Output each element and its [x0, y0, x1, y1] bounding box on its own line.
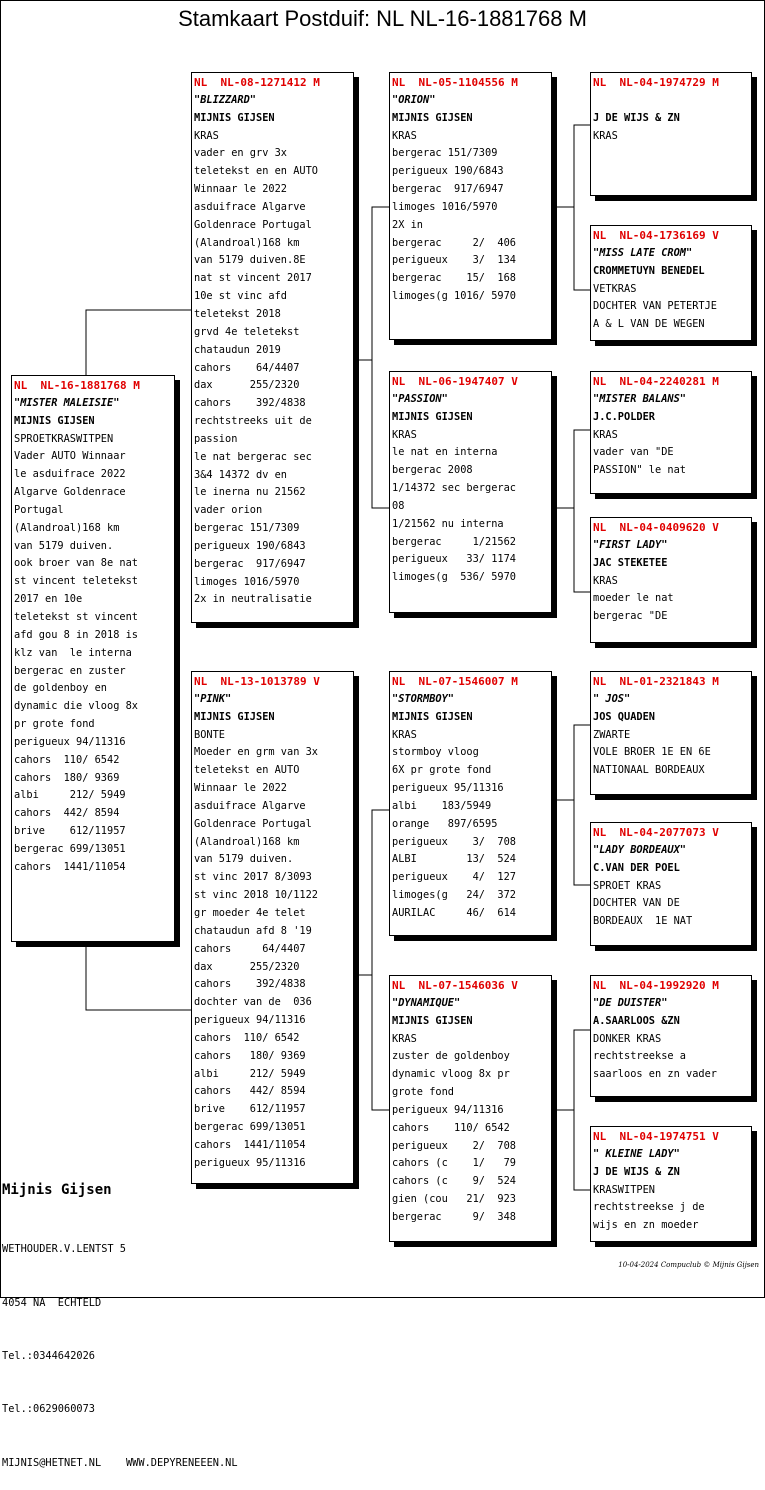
breeder-email-web: MIJNIS@HETNET.NL WWW.DEPYRENEEEN.NL [2, 1456, 238, 1469]
info-line: KRAS [392, 728, 417, 741]
pigeon-card-subject[interactable] [11, 375, 175, 942]
info-line: perigueux 190/6843 [194, 539, 306, 552]
info-line: le nat en interna [392, 446, 498, 459]
pigeon-name: "PINK" [194, 692, 232, 705]
info-line: teletekst 2018 [194, 307, 281, 320]
info-line: dax 255/2320 [194, 960, 300, 973]
info-line: limoges(g 1016/ 5970 [392, 290, 516, 303]
info-line: rechtstreekse a [593, 1050, 686, 1063]
info-line: le asduifrace 2022 [14, 468, 126, 481]
breeder-phone-2: Tel.:0629060073 [2, 1403, 95, 1416]
pigeon-card-ggp-5[interactable] [590, 671, 752, 795]
info-line: cahors 180/ 9369 [194, 1049, 306, 1062]
info-line: grote fond [392, 1086, 454, 1099]
info-line: KRAS [392, 428, 417, 441]
info-line: perigueux 33/ 1174 [392, 553, 516, 566]
info-line: albi 212/ 5949 [194, 1067, 306, 1080]
info-line: le nat bergerac sec [194, 450, 312, 463]
page-title: Stamkaart Postduif: NL NL-16-1881768 M [178, 6, 587, 31]
info-line: vader orion [194, 504, 263, 517]
breeder-address: WETHOUDER.V.LENTST 5 [2, 1243, 126, 1256]
info-line: KRAS [392, 1032, 417, 1045]
pigeon-name: "BLIZZARD" [194, 93, 256, 106]
info-line: chataudun 2019 [194, 343, 281, 356]
info-line: perigueux 94/11316 [194, 1014, 306, 1027]
info-line: perigueux 3/ 708 [392, 835, 516, 848]
info-line: teletekst st vincent [14, 610, 138, 623]
owner-name: CROMMETUYN BENEDEL [593, 264, 705, 277]
info-line: Winnaar le 2022 [194, 782, 287, 795]
ring-number: NL NL-04-1736169 V [593, 229, 719, 242]
info-line: cahors 442/ 8594 [194, 1085, 306, 1098]
pigeon-name: " KLEINE LADY" [593, 1147, 680, 1160]
info-line: limoges 1016/5970 [194, 575, 300, 588]
owner-name: MIJNIS GIJSEN [194, 111, 275, 124]
info-line: klz van le interna [14, 646, 132, 659]
info-line: DOCHTER VAN PETERTJE [593, 300, 717, 313]
owner-name: A.SAARLOOS &ZN [593, 1014, 680, 1027]
info-line: 1/14372 sec bergerac [392, 482, 516, 495]
info-line: DOCHTER VAN DE [593, 897, 680, 910]
info-line: Winnaar le 2022 [194, 183, 287, 196]
info-line: moeder le nat [593, 592, 674, 605]
ring-number: NL NL-13-1013789 V [194, 675, 320, 688]
pigeon-name: "LADY BORDEAUX" [593, 843, 686, 856]
info-line: st vincent teletekst [14, 575, 138, 588]
ring-number: NL NL-04-0409620 V [593, 521, 719, 534]
info-line: brive 612/11957 [14, 825, 126, 838]
info-line: 2X in [392, 218, 423, 231]
info-line: dynamic vloog 8x pr [392, 1068, 510, 1081]
info-line: KRAS [593, 574, 618, 587]
info-line: van 5179 duiven.8E [194, 254, 306, 267]
info-line: A & L VAN DE WEGEN [593, 318, 705, 331]
pigeon-name: "MISTER MALEISIE" [14, 396, 120, 409]
info-line: 10e st vinc afd [194, 290, 287, 303]
info-line: stormboy vloog [392, 746, 479, 759]
breeder-name: Mijnis Gijsen [2, 1181, 112, 1198]
owner-name: MIJNIS GIJSEN [392, 1014, 473, 1027]
info-line: cahors 64/4407 [194, 361, 300, 374]
info-line: de goldenboy en [14, 682, 107, 695]
info-line: teletekst en AUTO [194, 764, 300, 777]
owner-name: MIJNIS GIJSEN [392, 410, 473, 423]
ring-number: NL NL-05-1104556 M [392, 76, 518, 89]
info-line: 2017 en 10e [14, 593, 83, 606]
info-line: bergerac 699/13051 [14, 842, 126, 855]
info-line: rechtstreeks uit de [194, 415, 312, 428]
info-line: bergerac 151/7309 [392, 147, 498, 160]
info-line: bergerac 2008 [392, 464, 473, 477]
owner-name: MIJNIS GIJSEN [14, 414, 95, 427]
info-line: vader van "DE [593, 446, 674, 459]
pigeon-card-maternal-grandmother[interactable] [389, 975, 552, 1242]
pigeon-card-paternal-grandmother[interactable] [389, 371, 552, 613]
info-line: cahors 110/ 6542 [194, 1031, 300, 1044]
owner-name: MIJNIS GIJSEN [194, 710, 275, 723]
ring-number: NL NL-08-1271412 M [194, 76, 320, 89]
info-line: bergerac en zuster [14, 664, 126, 677]
ring-number: NL NL-01-2321843 M [593, 675, 719, 688]
info-line: KRAS [593, 129, 618, 142]
pigeon-name: "STORMBOY" [392, 692, 454, 705]
info-line: bergerac 1/21562 [392, 535, 516, 548]
info-line: cahors 64/4407 [194, 942, 306, 955]
info-line: perigueux 2/ 708 [392, 1139, 516, 1152]
breeder-info [2, 1144, 238, 1490]
info-line: albi 183/5949 [392, 799, 492, 812]
info-line: bergerac 699/13051 [194, 1121, 306, 1134]
info-line: KRAS [194, 129, 219, 142]
info-line: vader en grv 3x [194, 147, 287, 160]
info-line: afd gou 8 in 2018 is [14, 628, 138, 641]
owner-name: MIJNIS GIJSEN [392, 710, 473, 723]
blank-line [593, 92, 751, 110]
info-line: bergerac 15/ 168 [392, 272, 516, 285]
info-line: cahors 1441/11054 [14, 860, 126, 873]
ring-number: NL NL-07-1546007 M [392, 675, 518, 688]
info-line: asduifrace Algarve [194, 799, 306, 812]
info-line: orange 897/6595 [392, 817, 498, 830]
info-line: bergerac 9/ 348 [392, 1210, 516, 1223]
info-line: pr grote fond [14, 718, 95, 731]
owner-name: JAC STEKETEE [593, 556, 668, 569]
info-line: bergerac 917/6947 [392, 183, 504, 196]
owner-name: JOS QUADEN [593, 710, 655, 723]
info-line: Goldenrace Portugal [194, 218, 312, 231]
pigeon-card-ggp-3[interactable] [590, 371, 752, 494]
pigeon-card-ggp-6[interactable] [590, 822, 752, 946]
info-line: gr moeder 4e telet [194, 906, 306, 919]
info-line: (Alandroal)168 km [194, 835, 300, 848]
info-line: 6X pr grote fond [392, 764, 492, 777]
info-line: Goldenrace Portugal [194, 817, 312, 830]
info-line: Moeder en grm van 3x [194, 746, 318, 759]
pigeon-name: "FIRST LADY" [593, 538, 668, 551]
info-line: KRASWITPEN [593, 1183, 655, 1196]
info-line: perigueux 95/11316 [392, 782, 504, 795]
info-line: NATIONAAL BORDEAUX [593, 764, 705, 777]
info-line: cahors (c 9/ 524 [392, 1175, 516, 1188]
info-line: cahors 392/4838 [194, 978, 306, 991]
info-line: 1/21562 nu interna [392, 517, 504, 530]
info-line: ook broer van 8e nat [14, 557, 138, 570]
info-line: brive 612/11957 [194, 1103, 306, 1116]
info-line: passion [194, 432, 238, 445]
info-line: perigueux 4/ 127 [392, 871, 516, 884]
info-line: cahors 180/ 9369 [14, 771, 120, 784]
info-line: DONKER KRAS [593, 1032, 662, 1045]
info-line: 3&4 14372 dv en [194, 468, 287, 481]
ring-number: NL NL-16-1881768 M [14, 379, 140, 392]
info-line: dochter van de 036 [194, 996, 312, 1009]
info-line: dynamic die vloog 8x [14, 700, 138, 713]
info-line: bergerac 917/6947 [194, 557, 306, 570]
ring-number: NL NL-04-1974729 M [593, 76, 719, 89]
info-line: 2x in neutralisatie [194, 593, 312, 606]
info-line: chataudun afd 8 '19 [194, 924, 312, 937]
info-line: gien (cou 21/ 923 [392, 1193, 516, 1206]
info-line: cahors (c 1/ 79 [392, 1157, 516, 1170]
owner-name: C.VAN DER POEL [593, 861, 680, 874]
owner-name: J DE WIJS & ZN [593, 111, 680, 124]
info-line: SPROETKRASWITPEN [14, 432, 114, 445]
info-line: st vinc 2018 10/1122 [194, 889, 318, 902]
info-line: bergerac 2/ 406 [392, 236, 516, 249]
info-line: VETKRAS [593, 282, 637, 295]
ring-number: NL NL-04-2240281 M [593, 375, 719, 388]
pigeon-card-ggp-1[interactable] [590, 72, 752, 196]
info-line: BONTE [194, 728, 225, 741]
info-line: bergerac 151/7309 [194, 522, 300, 535]
info-line: perigueux 94/11316 [14, 735, 126, 748]
info-line: zuster de goldenboy [392, 1050, 510, 1063]
info-line: BORDEAUX 1E NAT [593, 915, 693, 928]
info-line: nat st vincent 2017 [194, 272, 312, 285]
info-line: Algarve Goldenrace [14, 486, 126, 499]
info-line: VOLE BROER 1E EN 6E [593, 746, 711, 759]
breeder-phone-1: Tel.:0344642026 [2, 1349, 95, 1362]
info-line: KRAS [593, 428, 618, 441]
info-line: 08 [392, 499, 405, 512]
info-line: perigueux 95/11316 [194, 1156, 306, 1169]
pigeon-card-ggp-2[interactable] [590, 225, 752, 341]
pigeon-card-ggp-7[interactable] [590, 975, 752, 1097]
owner-name: J.C.POLDER [593, 410, 655, 423]
info-line: cahors 1441/11054 [194, 1138, 306, 1151]
info-line: perigueux 94/11316 [392, 1103, 504, 1116]
info-line: cahors 442/ 8594 [14, 807, 120, 820]
pigeon-name: "PASSION" [392, 392, 448, 405]
ring-number: NL NL-04-1992920 M [593, 979, 719, 992]
pigeon-card-father[interactable] [191, 72, 354, 623]
ring-number: NL NL-07-1546036 V [392, 979, 518, 992]
info-line: limoges(g 24/ 372 [392, 889, 516, 902]
pigeon-card-maternal-grandfather[interactable] [389, 671, 552, 936]
info-line: cahors 110/ 6542 [14, 753, 120, 766]
info-line: cahors 110/ 6542 [392, 1121, 510, 1134]
info-line: PASSION" le nat [593, 464, 686, 477]
info-line: (Alandroal)168 km [194, 236, 300, 249]
pigeon-name: "ORION" [392, 93, 436, 106]
owner-name: J DE WIJS & ZN [593, 1165, 680, 1178]
pigeon-card-ggp-8[interactable] [590, 1126, 752, 1242]
print-date-credit: 10-04-2024 Compuclub © Mijnis Gijsen [618, 1261, 759, 1269]
info-line: limoges(g 536/ 5970 [392, 571, 516, 584]
ring-number: NL NL-04-2077073 V [593, 826, 719, 839]
owner-name: MIJNIS GIJSEN [392, 111, 473, 124]
info-line: saarloos en zn vader [593, 1068, 717, 1081]
breeder-city: 4054 NA ECHTELD [2, 1296, 102, 1309]
pigeon-name: "MISTER BALANS" [593, 392, 686, 405]
pigeon-card-mother[interactable] [191, 671, 354, 1184]
info-line: ZWARTE [593, 728, 631, 741]
info-line: SPROET KRAS [593, 879, 662, 892]
info-line: van 5179 duiven. [14, 539, 114, 552]
pigeon-card-ggp-4[interactable] [590, 517, 752, 643]
info-line: rechtstreekse j de [593, 1201, 705, 1214]
info-line: grvd 4e teletekst [194, 325, 300, 338]
pigeon-name: " JOS" [593, 692, 631, 705]
info-line: wijs en zn moeder [593, 1219, 699, 1232]
info-line: Portugal [14, 503, 64, 516]
info-line: cahors 392/4838 [194, 397, 306, 410]
info-line: dax 255/2320 [194, 379, 300, 392]
info-line: van 5179 duiven. [194, 853, 294, 866]
info-line: perigueux 3/ 134 [392, 254, 516, 267]
ring-number: NL NL-04-1974751 V [593, 1130, 719, 1143]
pigeon-name: "DE DUISTER" [593, 996, 668, 1009]
info-line: teletekst en en AUTO [194, 165, 318, 178]
pigeon-card-paternal-grandfather[interactable] [389, 72, 552, 340]
pigeon-name: "MISS LATE CROM" [593, 246, 693, 259]
info-line: KRAS [392, 129, 417, 142]
pigeon-name: "DYNAMIQUE" [392, 996, 461, 1009]
info-line: asduifrace Algarve [194, 200, 306, 213]
info-line: st vinc 2017 8/3093 [194, 871, 312, 884]
info-line: limoges 1016/5970 [392, 200, 498, 213]
ring-number: NL NL-06-1947407 V [392, 375, 518, 388]
info-line: bergerac "DE [593, 610, 668, 623]
info-line: perigueux 190/6843 [392, 165, 504, 178]
info-line: albi 212/ 5949 [14, 789, 126, 802]
info-line: AURILAC 46/ 614 [392, 906, 516, 919]
info-line: ALBI 13/ 524 [392, 853, 516, 866]
info-line: Vader AUTO Winnaar [14, 450, 126, 463]
info-line: (Alandroal)168 km [14, 521, 120, 534]
info-line: le inerna nu 21562 [194, 486, 306, 499]
